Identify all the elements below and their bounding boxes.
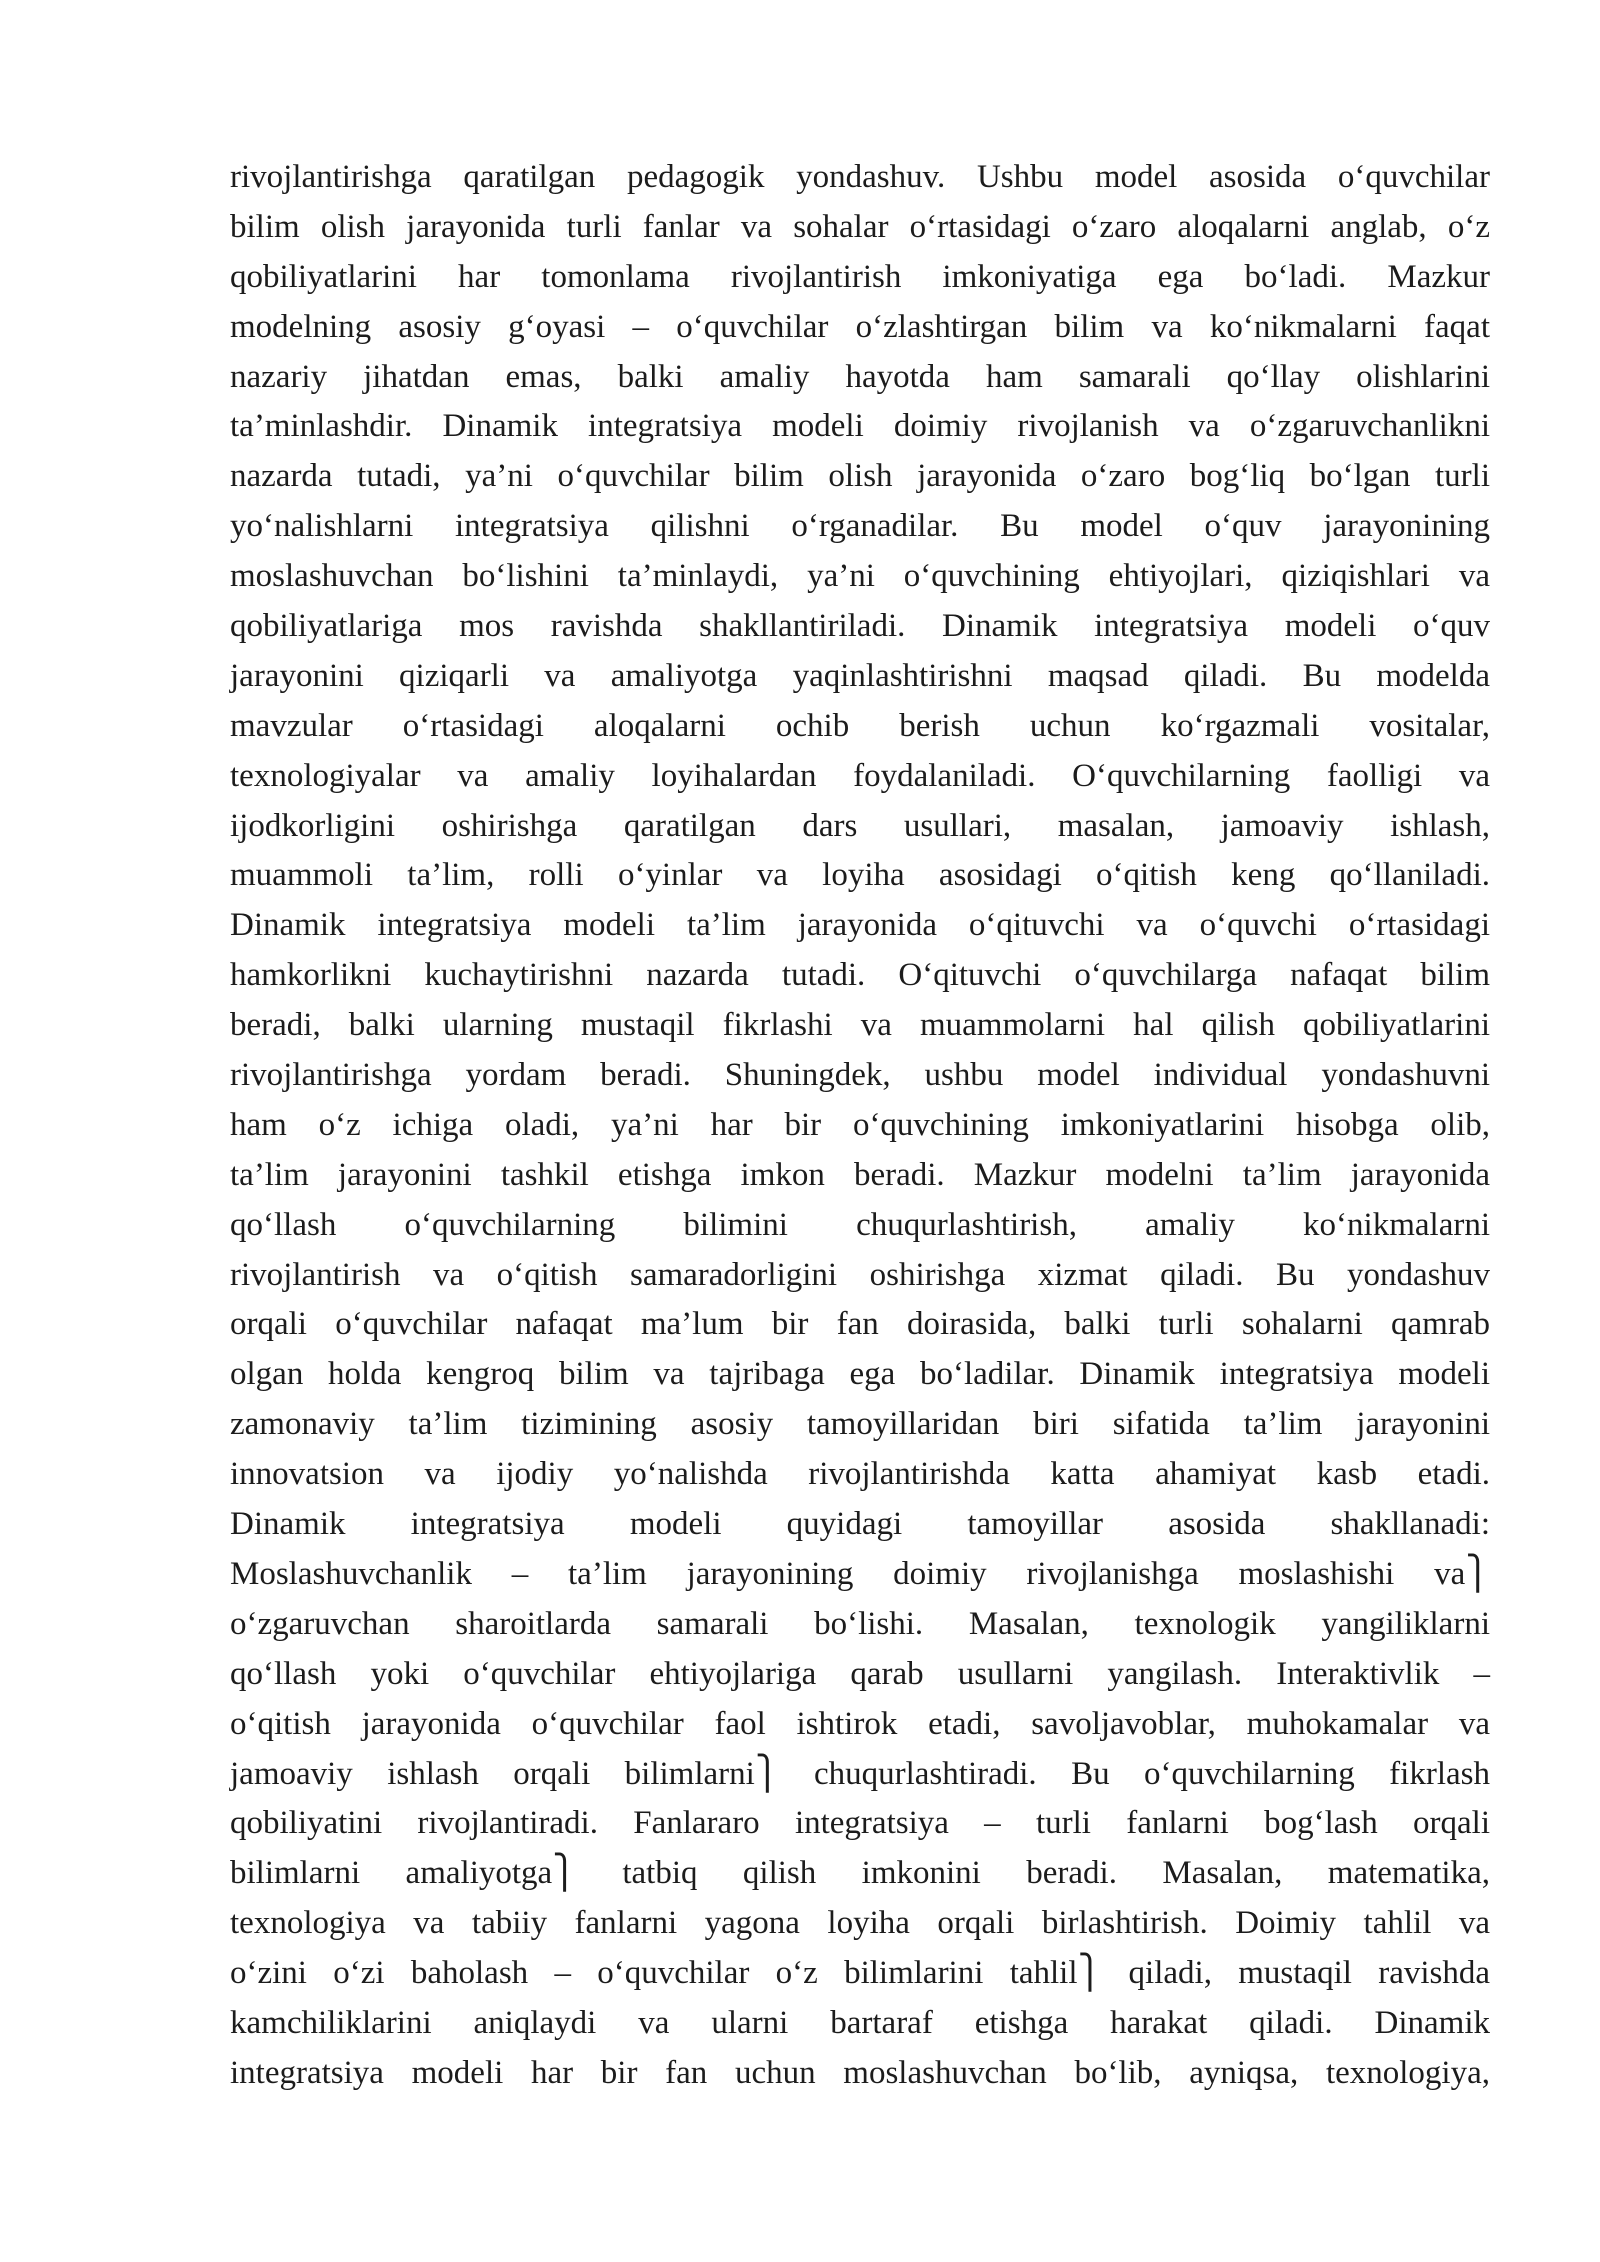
text-line: nazariy jihatdan emas, balki amaliy hayotda ham samarali qo‘llay olishlarini bbox=[230, 358, 1490, 395]
text-line: rivojlantirishga yordam beradi. Shuningdek, ushbu model individual yondashuvni bbox=[230, 1057, 1490, 1094]
text-line: innovatsion va ijodiy yo‘nalishda rivojlantirishda katta ahamiyat kasb etadi. bbox=[230, 1456, 1490, 1493]
text-line: nazarda tutadi, ya’ni o‘quvchilar bilim olish jarayonida o‘zaro bog‘liq bo‘lgan turli bbox=[230, 458, 1490, 495]
text-line: zamonaviy ta’lim tizimining asosiy tamoyillaridan biri sifatida ta’lim jarayonini bbox=[230, 1406, 1490, 1443]
text-line: qo‘llash yoki o‘quvchilar ehtiyojlariga qarab usullarni yangilash. Interaktivlik – bbox=[230, 1655, 1490, 1692]
text-line: jamoaviy ishlash orqali bilimlarni⎫ chuqurlashtiradi. Bu o‘quvchilarning fikrlash bbox=[230, 1755, 1490, 1792]
text-line: beradi, balki ularning mustaqil fikrlashi va muammolarni hal qilish qobiliyatlarini bbox=[230, 1007, 1490, 1044]
text-line: bilim olish jarayonida turli fanlar va sohalar o‘rtasidagi o‘zaro aloqalarni anglab, o‘z bbox=[230, 208, 1490, 245]
text-line: orqali o‘quvchilar nafaqat ma’lum bir fan doirasida, balki turli sohalarni qamrab bbox=[230, 1306, 1490, 1343]
text-line: ham o‘z ichiga oladi, ya’ni har bir o‘quvchining imkoniyatlarini hisobga olib, bbox=[230, 1106, 1490, 1143]
text-line: yo‘nalishlarni integratsiya qilishni o‘rganadilar. Bu model o‘quv jarayonining bbox=[230, 508, 1490, 545]
text-line: muammoli ta’lim, rolli o‘yinlar va loyiha asosidagi o‘qitish keng qo‘llaniladi. bbox=[230, 857, 1490, 894]
text-line: modelning asosiy g‘oyasi – o‘quvchilar o‘zlashtirgan bilim va ko‘nikmalarni faqat bbox=[230, 308, 1490, 345]
text-line: moslashuvchan bo‘lishini ta’minlaydi, ya’ni o‘quvchining ehtiyojlari, qiziqishlari va bbox=[230, 558, 1490, 595]
text-line: kamchiliklarini aniqlaydi va ularni bartaraf etishga harakat qiladi. Dinamik bbox=[230, 2004, 1490, 2041]
text-line: o‘qitish jarayonida o‘quvchilar faol ishtirok etadi, savoljavoblar, muhokamalar va bbox=[230, 1705, 1490, 1742]
text-line: Dinamik integratsiya modeli ta’lim jarayonida o‘qituvchi va o‘quvchi o‘rtasidagi bbox=[230, 907, 1490, 944]
text-line: texnologiya va tabiiy fanlarni yagona loyiha orqali birlashtirish. Doimiy tahlil va bbox=[230, 1905, 1490, 1942]
text-line: mavzular o‘rtasidagi aloqalarni ochib berish uchun ko‘rgazmali vositalar, bbox=[230, 707, 1490, 744]
text-line: olgan holda kengroq bilim va tajribaga ega bo‘ladilar. Dinamik integratsiya modeli bbox=[230, 1356, 1490, 1393]
text-line: ta’lim jarayonini tashkil etishga imkon beradi. Mazkur modelni ta’lim jarayonida bbox=[230, 1156, 1490, 1193]
text-line: o‘zgaruvchan sharoitlarda samarali bo‘lishi. Masalan, texnologik yangiliklarni bbox=[230, 1605, 1490, 1642]
text-line: ijodkorligini oshirishga qaratilgan dars usullari, masalan, jamoaviy ishlash, bbox=[230, 807, 1490, 844]
text-line: hamkorlikni kuchaytirishni nazarda tutadi. O‘qituvchi o‘quvchilarga nafaqat bilim bbox=[230, 957, 1490, 994]
text-line: Dinamik integratsiya modeli quyidagi tamoyillar asosida shakllanadi: bbox=[230, 1506, 1490, 1543]
text-line: bilimlarni amaliyotga⎫ tatbiq qilish imkonini beradi. Masalan, matematika, bbox=[230, 1855, 1490, 1892]
text-line: jarayonini qiziqarli va amaliyotga yaqinlashtirishni maqsad qiladi. Bu modelda bbox=[230, 657, 1490, 694]
text-line: qo‘llash o‘quvchilarning bilimini chuqurlashtirish, amaliy ko‘nikmalarni bbox=[230, 1206, 1490, 1243]
text-line: rivojlantirish va o‘qitish samaradorligini oshirishga xizmat qiladi. Bu yondashuv bbox=[230, 1256, 1490, 1293]
text-line: ta’minlashdir. Dinamik integratsiya modeli doimiy rivojlanish va o‘zgaruvchanlikni bbox=[230, 408, 1490, 445]
text-line: qobiliyatini rivojlantiradi. Fanlararo integratsiya – turli fanlarni bog‘lash orqali bbox=[230, 1805, 1490, 1842]
text-line: integratsiya modeli har bir fan uchun moslashuvchan bo‘lib, ayniqsa, texnologiya, bbox=[230, 2054, 1490, 2091]
text-line: rivojlantirishga qaratilgan pedagogik yondashuv. Ushbu model asosida o‘quvchilar bbox=[230, 159, 1490, 195]
text-line: qobiliyatlariga mos ravishda shakllantiriladi. Dinamik integratsiya modeli o‘quv bbox=[230, 608, 1490, 645]
text-line: texnologiyalar va amaliy loyihalardan foydalaniladi. O‘quvchilarning faolligi va bbox=[230, 757, 1490, 794]
text-line: o‘zini o‘zi baholash – o‘quvchilar o‘z bilimlarini tahlil⎫ qiladi, mustaqil ravishda bbox=[230, 1955, 1490, 1992]
text-line: qobiliyatlarini har tomonlama rivojlantirish imkoniyatiga ega bo‘ladi. Mazkur bbox=[230, 258, 1490, 295]
text-line: Moslashuvchanlik – ta’lim jarayonining doimiy rivojlanishga moslashishi va⎫ bbox=[230, 1555, 1490, 1592]
body-text bbox=[230, 153, 1490, 2099]
